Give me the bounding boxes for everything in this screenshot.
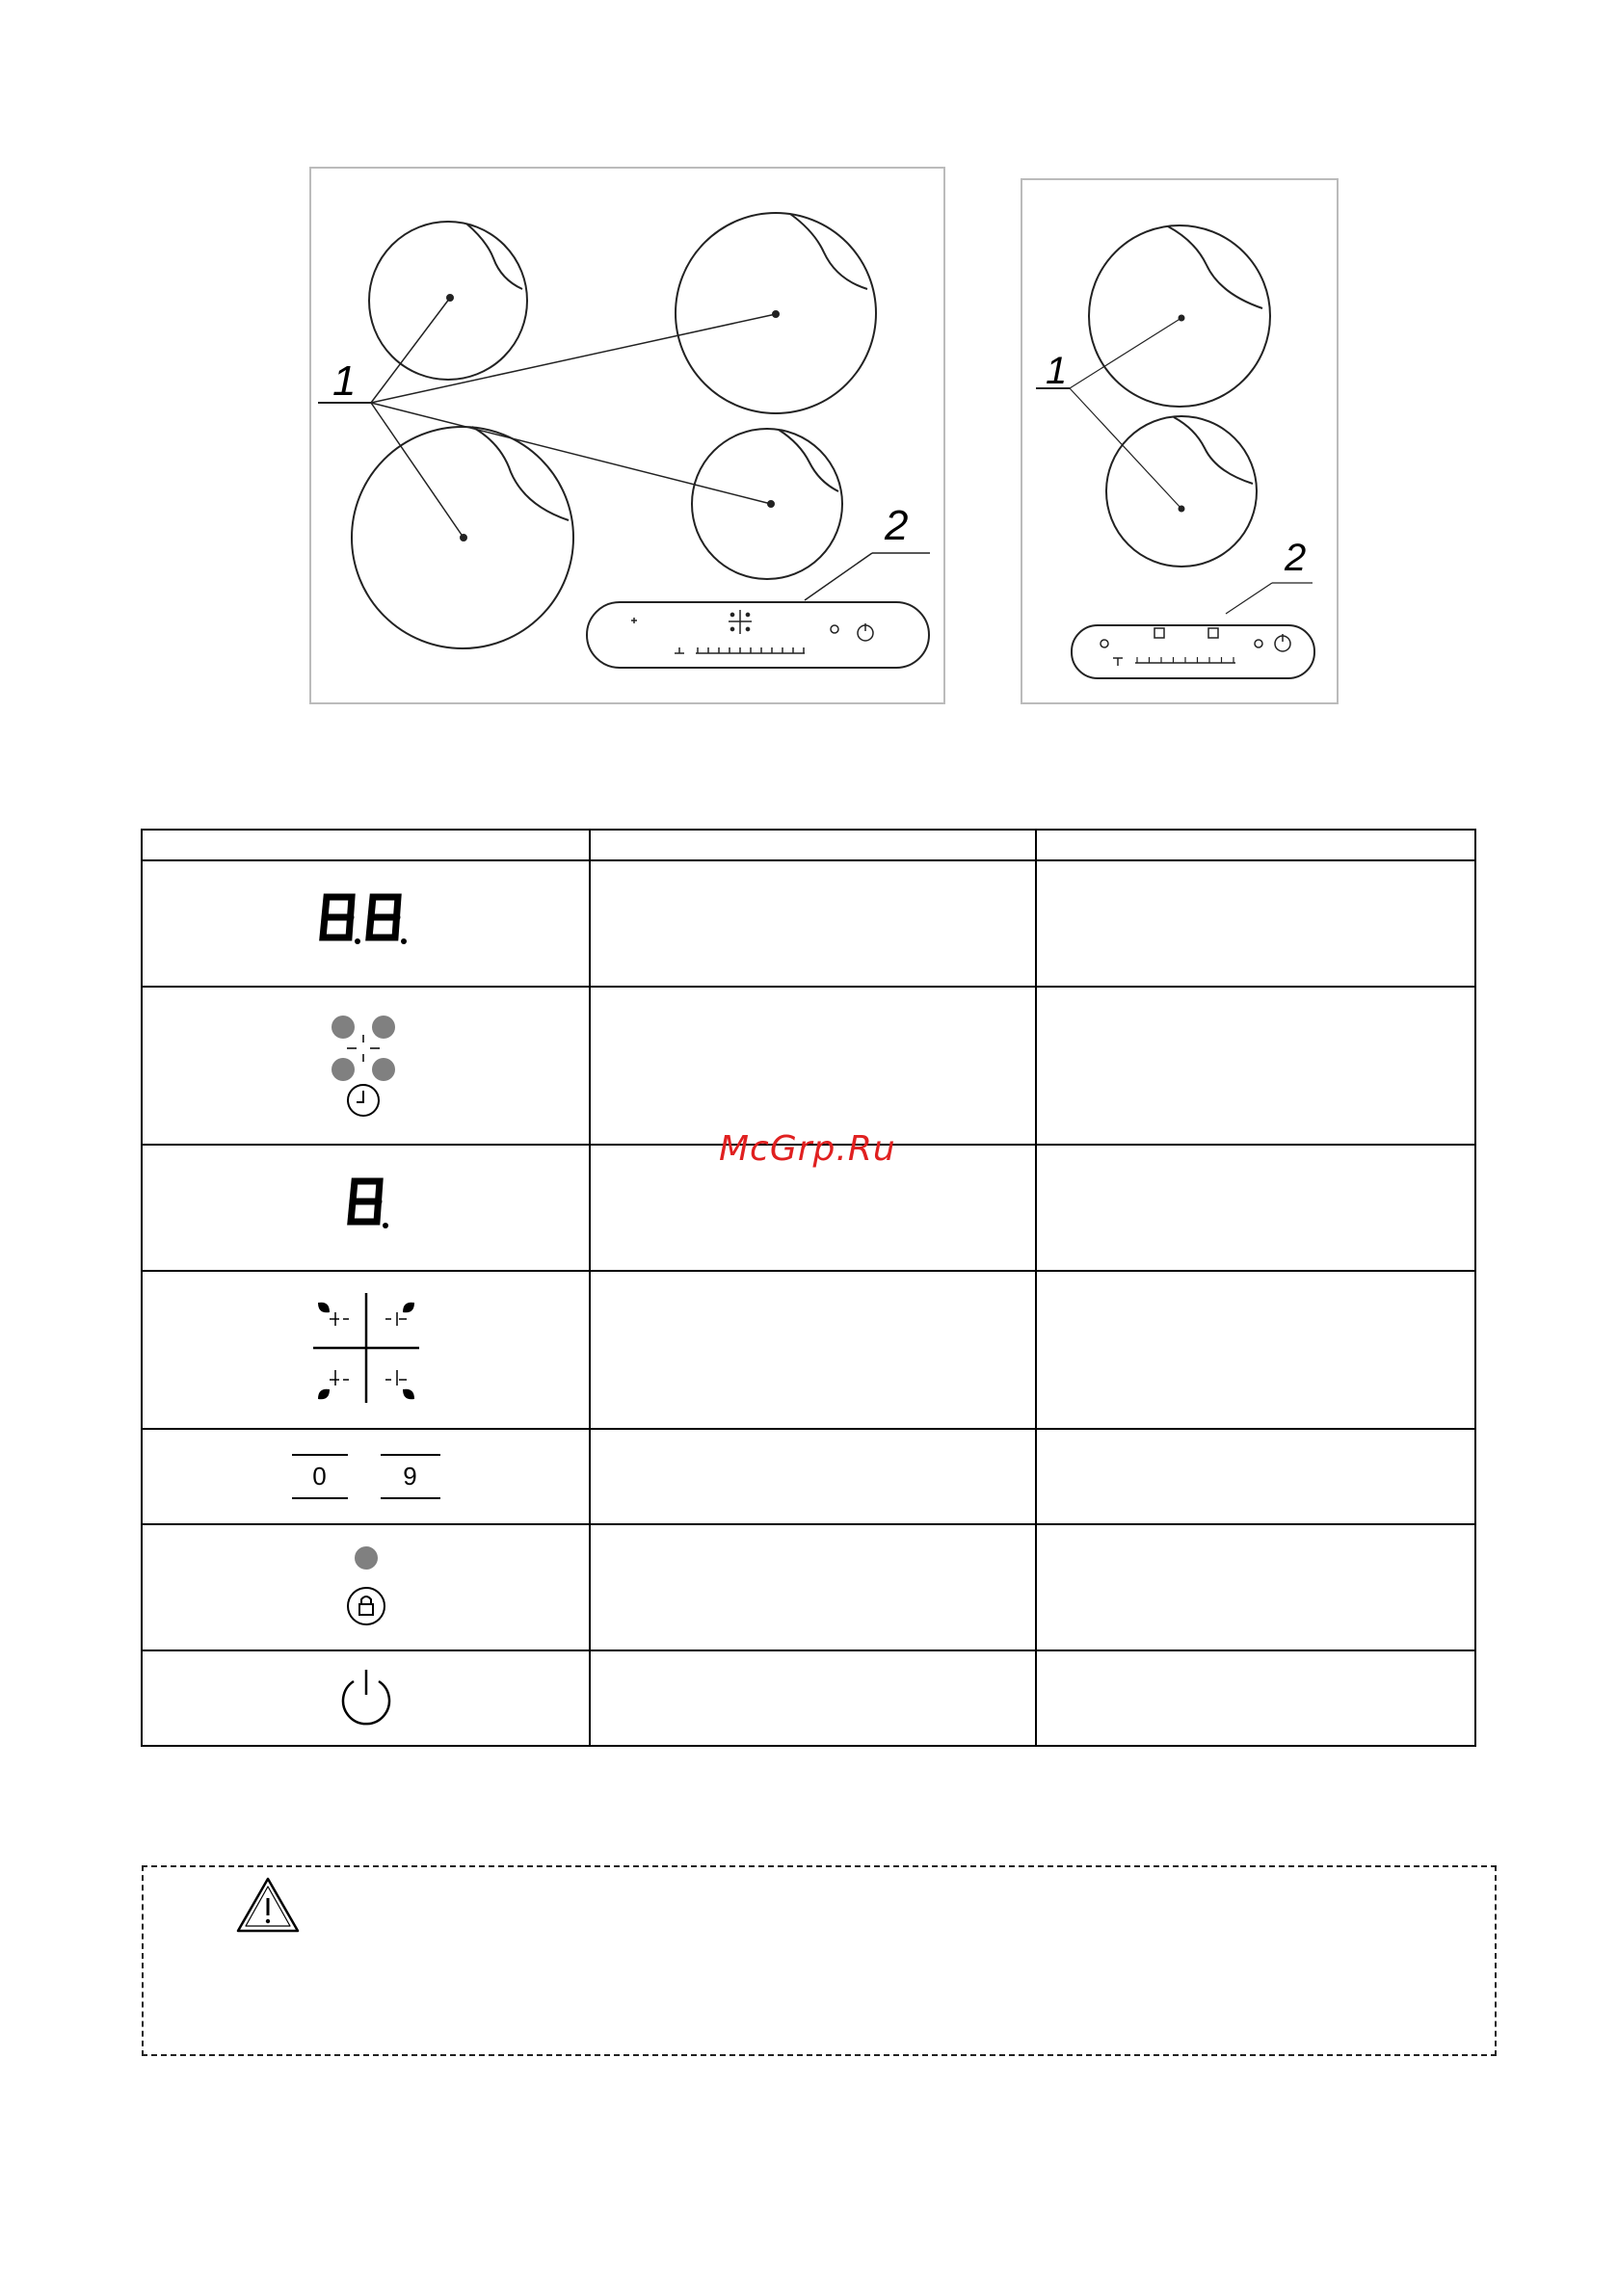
two-zone-hob-drawing	[1021, 179, 1338, 703]
control-symbols-table	[141, 829, 1476, 1747]
table-row	[142, 1271, 1475, 1429]
watermark-text: McGrp.Ru	[719, 1129, 896, 1169]
hob-figure	[0, 0, 1618, 732]
table-row	[142, 860, 1475, 987]
slider-max-label: 9	[403, 1462, 417, 1491]
callout-panel-large: 2	[885, 502, 909, 549]
four-zone-hob-drawing	[310, 168, 944, 703]
warning-triangle-icon	[234, 1875, 302, 1937]
table-row	[142, 1429, 1475, 1524]
callout-panel-small: 2	[1285, 537, 1307, 579]
timer-zone-indicators-icon	[142, 987, 590, 1145]
power-slider-icon	[142, 1429, 590, 1524]
slider-max-box	[381, 1454, 440, 1499]
slider-min-label: 0	[312, 1462, 327, 1491]
child-lock-icon	[142, 1524, 590, 1650]
table-row	[142, 987, 1475, 1145]
slider-min-box	[292, 1454, 348, 1499]
table-row	[142, 1524, 1475, 1650]
warning-box	[142, 1865, 1497, 2056]
zone-selection-icon	[142, 1271, 590, 1429]
table-row	[142, 1650, 1475, 1746]
table-header-row	[142, 830, 1475, 860]
single-segment-display-icon	[142, 1145, 590, 1271]
callout-burners-large: 1	[332, 357, 357, 405]
power-button-icon	[142, 1650, 590, 1746]
callout-burners-small: 1	[1046, 350, 1068, 392]
double-segment-display-icon	[142, 860, 590, 987]
